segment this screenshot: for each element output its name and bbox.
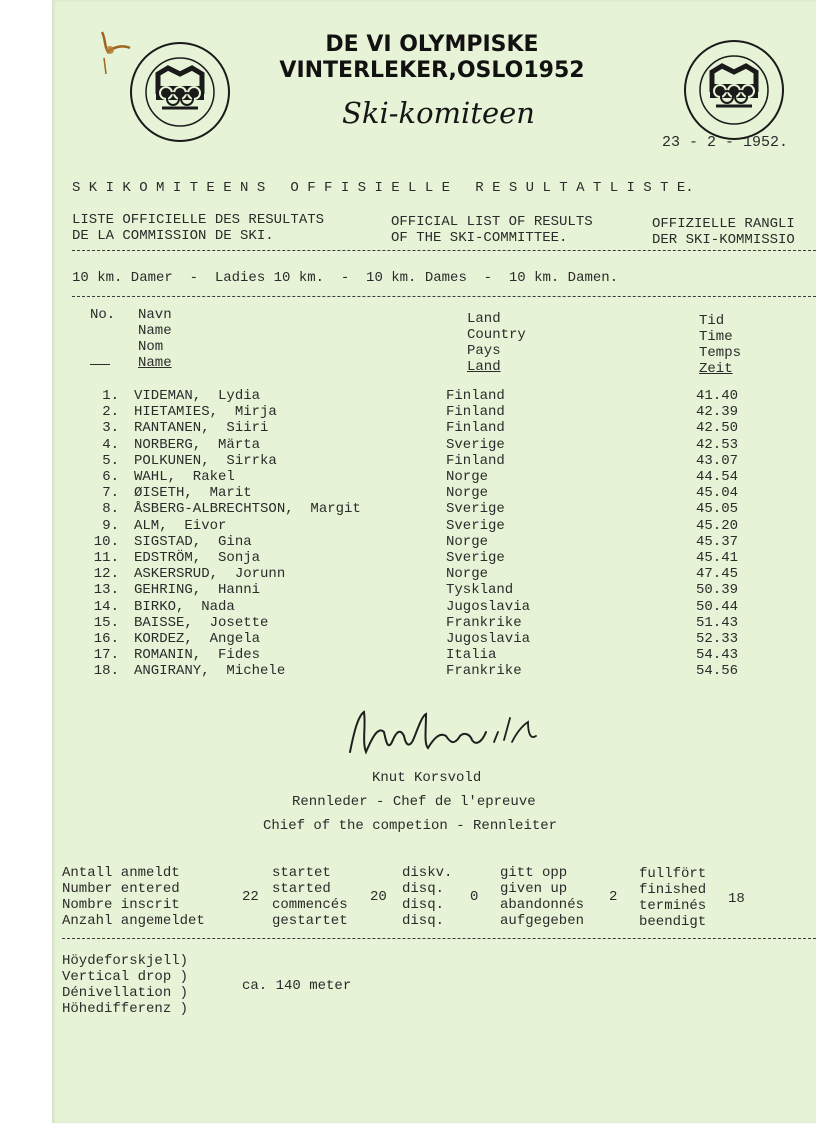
given-up-label-3: aufgegeben xyxy=(500,913,585,929)
signature-handwritten xyxy=(344,702,564,766)
result-rank: 11. xyxy=(93,550,119,566)
column-time-3: Zeit xyxy=(699,361,733,377)
result-name: VIDEMAN, Lydia xyxy=(134,388,261,404)
result-rank: 4. xyxy=(102,436,119,453)
disq-label-2: disq. xyxy=(402,897,445,913)
vertical-drop-label-3: Höhedifferenz ) xyxy=(62,1001,189,1017)
result-country: Frankrike xyxy=(446,663,522,680)
result-rank: 1. xyxy=(102,388,119,404)
column-name-1: Name xyxy=(138,323,172,339)
result-rank: 18. xyxy=(93,663,119,680)
result-row xyxy=(52,420,816,436)
result-name: ANGIRANY, Michele xyxy=(134,663,286,680)
column-no: No. xyxy=(90,307,116,323)
result-rank: 5. xyxy=(102,452,119,469)
result-row xyxy=(52,453,816,469)
given-up-label-0: gitt opp xyxy=(500,865,568,881)
result-rank: 16. xyxy=(93,631,119,647)
result-country: Finland xyxy=(446,404,505,421)
finished-label-3: beendigt xyxy=(639,914,707,930)
started-label-2: commencés xyxy=(272,897,348,913)
result-row xyxy=(52,631,816,647)
result-name: SIGSTAD, Gina xyxy=(134,533,252,550)
given-up-value: 2 xyxy=(609,889,618,905)
result-time: 42.53 xyxy=(696,436,739,453)
result-country: Sverige xyxy=(446,436,505,453)
result-row xyxy=(52,599,816,615)
finished-value: 18 xyxy=(728,891,745,907)
result-time: 41.40 xyxy=(696,388,739,404)
result-country: Norge xyxy=(446,469,489,485)
result-row xyxy=(52,550,816,566)
result-rank: 17. xyxy=(93,647,119,664)
result-country: Tyskland xyxy=(446,582,514,599)
title-english-1: OFFICIAL LIST OF RESULTS xyxy=(391,214,593,230)
result-rank: 6. xyxy=(102,469,119,485)
result-name: ÅSBERG-ALBRECHTSON, Margit xyxy=(134,501,361,518)
result-time: 45.37 xyxy=(696,533,739,550)
result-country: Italia xyxy=(446,647,497,664)
result-name: BIRKO, Nada xyxy=(134,598,235,615)
result-name: ØISETH, Marit xyxy=(134,485,252,502)
result-country: Sverige xyxy=(446,501,505,518)
vertical-drop-label-0: Höydeforskjell) xyxy=(62,953,189,969)
result-row xyxy=(52,566,816,582)
results-document xyxy=(52,0,816,1123)
entered-value: 22 xyxy=(242,889,259,905)
signatory-name: Knut Korsvold xyxy=(372,770,482,786)
disq-label-1: disq. xyxy=(402,881,445,897)
result-row xyxy=(52,647,816,663)
result-rank: 9. xyxy=(102,517,119,534)
result-name: BAISSE, Josette xyxy=(134,614,269,631)
title-french-2: DE LA COMMISSION DE SKI. xyxy=(72,228,274,244)
result-country: Norge xyxy=(446,533,489,550)
started-value: 20 xyxy=(370,889,387,905)
column-name-3: Name xyxy=(138,355,172,371)
given-up-label-2: abandonnés xyxy=(500,897,585,913)
result-time: 45.05 xyxy=(696,501,739,518)
result-rank: 3. xyxy=(102,420,119,437)
result-name: GEHRING, Hanni xyxy=(134,582,261,599)
column-country-2: Pays xyxy=(467,343,501,359)
finished-label-2: terminés xyxy=(639,898,707,914)
column-time-0: Tid xyxy=(699,313,725,329)
entered-label-2: Nombre inscrit xyxy=(62,897,180,913)
result-row xyxy=(52,615,816,631)
result-time: 43.07 xyxy=(696,452,739,469)
result-name: ROMANIN, Fides xyxy=(134,647,261,664)
result-row xyxy=(52,518,816,534)
result-country: Norge xyxy=(446,485,489,502)
result-time: 47.45 xyxy=(696,566,739,583)
result-country: Sverige xyxy=(446,550,505,566)
result-country: Finland xyxy=(446,452,505,469)
started-label-1: started xyxy=(272,881,331,897)
divider xyxy=(72,250,816,251)
result-rank: 15. xyxy=(93,614,119,631)
vertical-drop-label-1: Vertical drop ) xyxy=(62,969,189,985)
result-rank: 12. xyxy=(93,566,119,583)
olympic-emblem-left xyxy=(130,42,230,142)
result-name: WAHL, Rakel xyxy=(134,469,235,485)
entered-label-0: Antall anmeldt xyxy=(62,865,180,881)
result-rank: 2. xyxy=(102,404,119,421)
column-country-1: Country xyxy=(467,327,526,343)
result-time: 42.39 xyxy=(696,404,739,421)
column-no-underline xyxy=(90,364,110,365)
olympic-rings-icon xyxy=(132,44,228,140)
column-time-2: Temps xyxy=(699,345,742,361)
result-time: 54.56 xyxy=(696,663,739,680)
entered-label-3: Anzahl angemeldet xyxy=(62,913,205,929)
result-time: 42.50 xyxy=(696,420,739,437)
result-rank: 8. xyxy=(102,501,119,518)
result-country: Finland xyxy=(446,388,505,404)
result-time: 50.39 xyxy=(696,582,739,599)
result-country: Finland xyxy=(446,420,505,437)
signatory-title-2: Chief of the competion - Rennleiter xyxy=(263,818,558,834)
result-time: 45.04 xyxy=(696,485,739,502)
result-time: 52.33 xyxy=(696,631,739,647)
disq-label-0: diskv. xyxy=(402,865,453,881)
title-german-1: OFFIZIELLE RANGLI xyxy=(652,216,795,232)
result-name: ALM, Eivor xyxy=(134,517,227,534)
entered-label-1: Number entered xyxy=(62,881,180,897)
result-row xyxy=(52,663,816,679)
started-label-0: startet xyxy=(272,865,331,881)
result-name: NORBERG, Märta xyxy=(134,436,261,453)
result-name: RANTANEN, Siiri xyxy=(134,420,269,437)
result-row xyxy=(52,501,816,517)
result-country: Norge xyxy=(446,566,489,583)
column-country-3: Land xyxy=(467,359,501,375)
finished-label-0: fullfört xyxy=(639,866,707,882)
header-title-line1: DE VI OLYMPISKE xyxy=(325,32,539,57)
result-time: 45.20 xyxy=(696,517,739,534)
finished-label-1: finished xyxy=(639,882,707,898)
result-country: Jugoslavia xyxy=(446,598,531,615)
vertical-drop-value: ca. 140 meter xyxy=(242,978,352,994)
divider xyxy=(62,938,816,939)
disq-value: 0 xyxy=(470,889,479,905)
result-time: 45.41 xyxy=(696,550,739,566)
disq-label-3: disq. xyxy=(402,913,445,929)
column-country-0: Land xyxy=(467,311,501,327)
result-time: 51.43 xyxy=(696,614,739,631)
result-row xyxy=(52,437,816,453)
result-row xyxy=(52,388,816,404)
result-name: EDSTRÖM, Sonja xyxy=(134,550,261,566)
column-name-2: Nom xyxy=(138,339,164,355)
result-rank: 14. xyxy=(93,598,119,615)
vertical-drop-label-2: Dénivellation ) xyxy=(62,985,189,1001)
column-name-0: Navn xyxy=(138,307,172,323)
started-label-3: gestartet xyxy=(272,913,348,929)
olympic-emblem-right xyxy=(684,40,784,140)
title-german-2: DER SKI-KOMMISSIO xyxy=(652,232,795,248)
result-row xyxy=(52,404,816,420)
column-time-1: Time xyxy=(699,329,733,345)
result-country: Jugoslavia xyxy=(446,631,531,647)
olympic-rings-icon xyxy=(686,42,782,138)
list-title: S K I K O M I T E E N S O F F I S I E L L E R E S U L T A T L I S T E. xyxy=(72,180,694,196)
result-rank: 10. xyxy=(93,533,119,550)
result-time: 50.44 xyxy=(696,598,739,615)
result-time: 44.54 xyxy=(696,469,739,485)
result-time: 54.43 xyxy=(696,647,739,664)
header-script-subtitle: Ski-komiteen xyxy=(342,96,535,130)
given-up-label-1: given up xyxy=(500,881,568,897)
result-row xyxy=(52,469,816,485)
header-title-line2: VINTERLEKER,OSLO1952 xyxy=(279,58,585,83)
result-name: KORDEZ, Angela xyxy=(134,631,261,647)
signatory-title-1: Rennleder - Chef de l'epreuve xyxy=(292,794,536,810)
title-english-2: OF THE SKI-COMMITTEE. xyxy=(391,230,568,246)
result-name: ASKERSRUD, Jorunn xyxy=(134,566,286,583)
divider xyxy=(72,296,816,297)
result-row xyxy=(52,485,816,501)
result-country: Sverige xyxy=(446,517,505,534)
document-date: 23 - 2 - 1952. xyxy=(662,134,789,151)
result-country: Frankrike xyxy=(446,614,522,631)
result-row xyxy=(52,582,816,598)
result-row xyxy=(52,534,816,550)
event-line: 10 km. Damer - Ladies 10 km. - 10 km. Dames - 10 km. Damen. xyxy=(72,270,619,286)
result-rank: 7. xyxy=(102,485,119,502)
result-name: HIETAMIES, Mirja xyxy=(134,404,277,421)
result-name: POLKUNEN, Sirrka xyxy=(134,452,277,469)
result-rank: 13. xyxy=(93,582,119,599)
title-french-1: LISTE OFFICIELLE DES RESULTATS xyxy=(72,212,325,228)
